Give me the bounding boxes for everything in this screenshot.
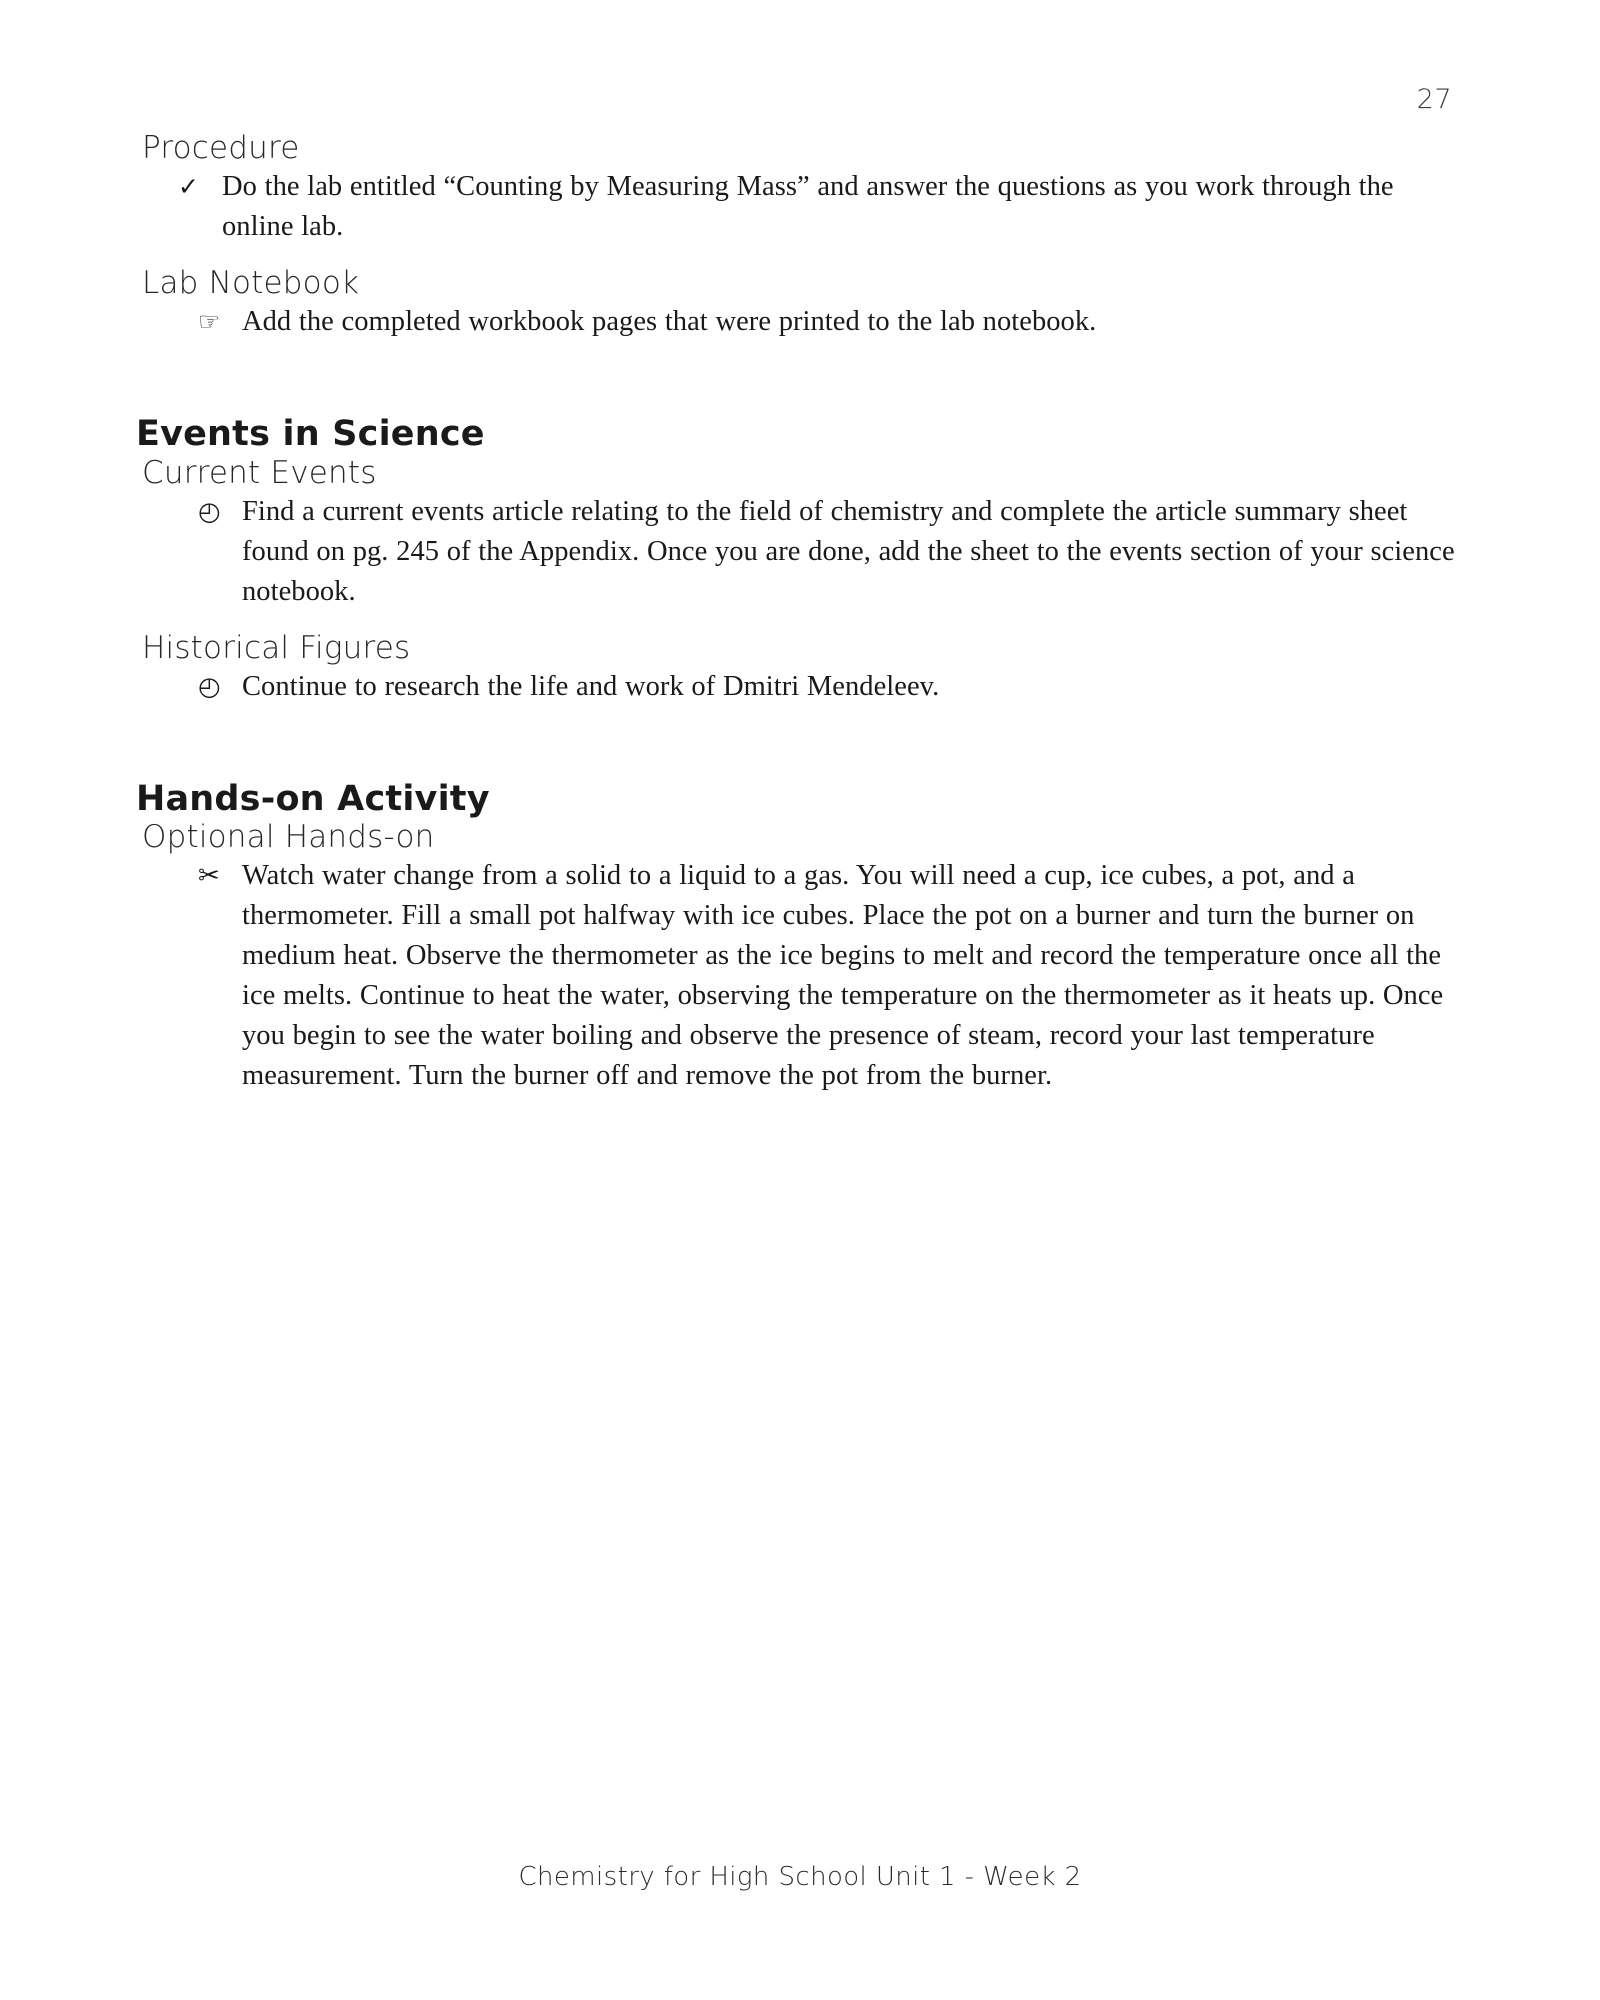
list-item-text: Continue to research the life and work of Dmitri Mendeleev. [242, 671, 940, 702]
list-item [198, 667, 1466, 707]
list-item [198, 492, 1466, 612]
section-heading-events-in-science: Events in Science [136, 414, 485, 455]
list-item [198, 856, 1466, 1096]
list-item-text: Watch water change from a solid to a liquid to a gas. You will need a cup, ice cubes, a pot, and a thermometer. Fill a small pot halfway with ice cubes. Place the pot on a burner and turn the burner on medium heat. Observe the thermometer as the ice begins to melt and record the temperature once all the ice melts. Continue to heat the water, observing the temperature on the thermometer as it heats up. Once you begin to see the water boiling and observe the presence of steam, record your last temperature measurement. Turn the burner off and remove the pot from the burner. [242, 860, 1444, 1092]
list-item-text: Add the completed workbook pages that were printed to the lab notebook. [242, 306, 1097, 338]
list-item [178, 167, 1466, 247]
scissors-icon: ✂ [198, 861, 220, 892]
section-heading-lab-notebook: Lab Notebook [142, 265, 360, 302]
list-item-text: Do the lab entitled “Counting by Measuring Mass” and answer the questions as you work through the online lab. [222, 171, 1394, 243]
page-footer: Chemistry for High School Unit 1 - Week 2 [518, 1862, 1082, 1892]
section-heading-hands-on-activity: Hands-on Activity [136, 779, 490, 819]
pointing-hand-icon: ☞ [198, 307, 221, 337]
subsection-heading-current-events: Current Events [142, 454, 377, 491]
subsection-heading-optional-hands-on: Optional Hands-on [142, 819, 435, 856]
page-content [136, 130, 1466, 1096]
clock-icon: ◴ [198, 672, 221, 702]
list-item-text: Find a current events article relating to the field of chemistry and complete the article summary sheet found on pg. 245 of the Appendix. Once you are done, add the sheet to the events section of your science notebook. [242, 495, 1455, 607]
clock-icon: ◴ [198, 496, 221, 527]
check-icon: ✓ [178, 172, 199, 202]
list-item [198, 302, 1466, 342]
section-heading-procedure: Procedure [142, 130, 300, 166]
page-number: 27 [1416, 84, 1452, 115]
subsection-heading-historical-figures: Historical Figures [142, 629, 411, 666]
